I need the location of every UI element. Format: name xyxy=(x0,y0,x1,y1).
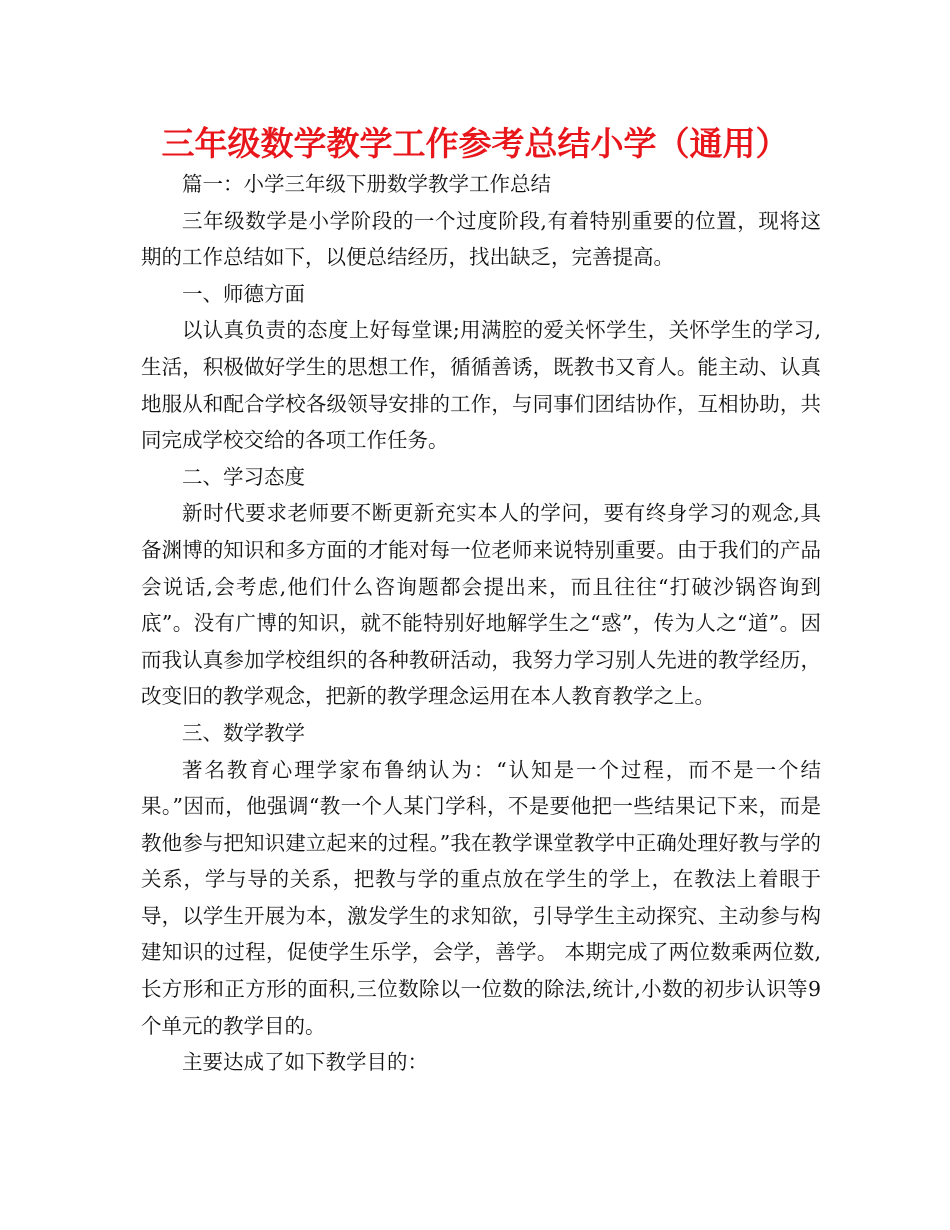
section-heading-math-teaching: 三、数学教学 xyxy=(182,720,305,745)
section-heading-part-one: 篇一：小学三年级下册数学教学工作总结 xyxy=(182,172,551,196)
paragraph-intro: 三年级数学是小学阶段的一个过度阶段,有着特别重要的位置，现将这期的工作总结如下，以便总结经历，找出缺乏，完善提高。 xyxy=(141,208,821,270)
document-body xyxy=(141,166,821,1081)
section-heading-ethics: 一、师德方面 xyxy=(182,281,305,306)
document-title: 三年级数学教学工作参考总结小学（通用） xyxy=(161,124,789,163)
paragraph-ethics: 以认真负责的态度上好每堂课;用满腔的爱关怀学生，关怀学生的学习,生活，积极做好学生的思想工作，循循善诱，既教书又育人。能主动、认真地服从和配合学校各级领导安排的工作，与同事们团结协作，互相协助，共同完成学校交给的各项工作任务。 xyxy=(141,318,821,453)
paragraph-learning-attitude: 新时代要求老师要不断更新充实本人的学问，要有终身学习的观念,具备渊博的知识和多方面的才能对每一位老师来说特别重要。由于我们的产品会说话,会考虑,他们什么咨询题都会提出来，而且往往“打破沙锅咨询到底”。没有广博的知识，就不能特别好地解学生之“惑”，传为人之“道”。因而我认真参加学校组织的各种教研活动，我努力学习别人先进的教学经历，改变旧的教学观念，把新的教学理念运用在本人教育教学之上。 xyxy=(141,501,821,709)
paragraph-goals-intro: 主要达成了如下教学目的： xyxy=(182,1050,428,1075)
section-heading-learning-attitude: 二、学习态度 xyxy=(182,464,305,489)
paragraph-math-teaching: 著名教育心理学家布鲁纳认为：“认知是一个过程，而不是一个结果。”因而，他强调“教一个人某门学科，不是要他把一些结果记下来，而是教他参与把知识建立起来的过程。”我在教学课堂教学中正确处理好教与学的关系，学与导的关系，把教与学的重点放在学生的学上，在教法上着眼于导，以学生开展为本，激发学生的求知欲，引导学生主动探究、主动参与构建知识的过程，促使学生乐学，会学，善学。 本期完成了两位数乘两位数,长方形和正方形的面积,三位数除以一位数的除法,统计,小数的初步认识等9个单元的教学目的。 xyxy=(141,757,821,1038)
